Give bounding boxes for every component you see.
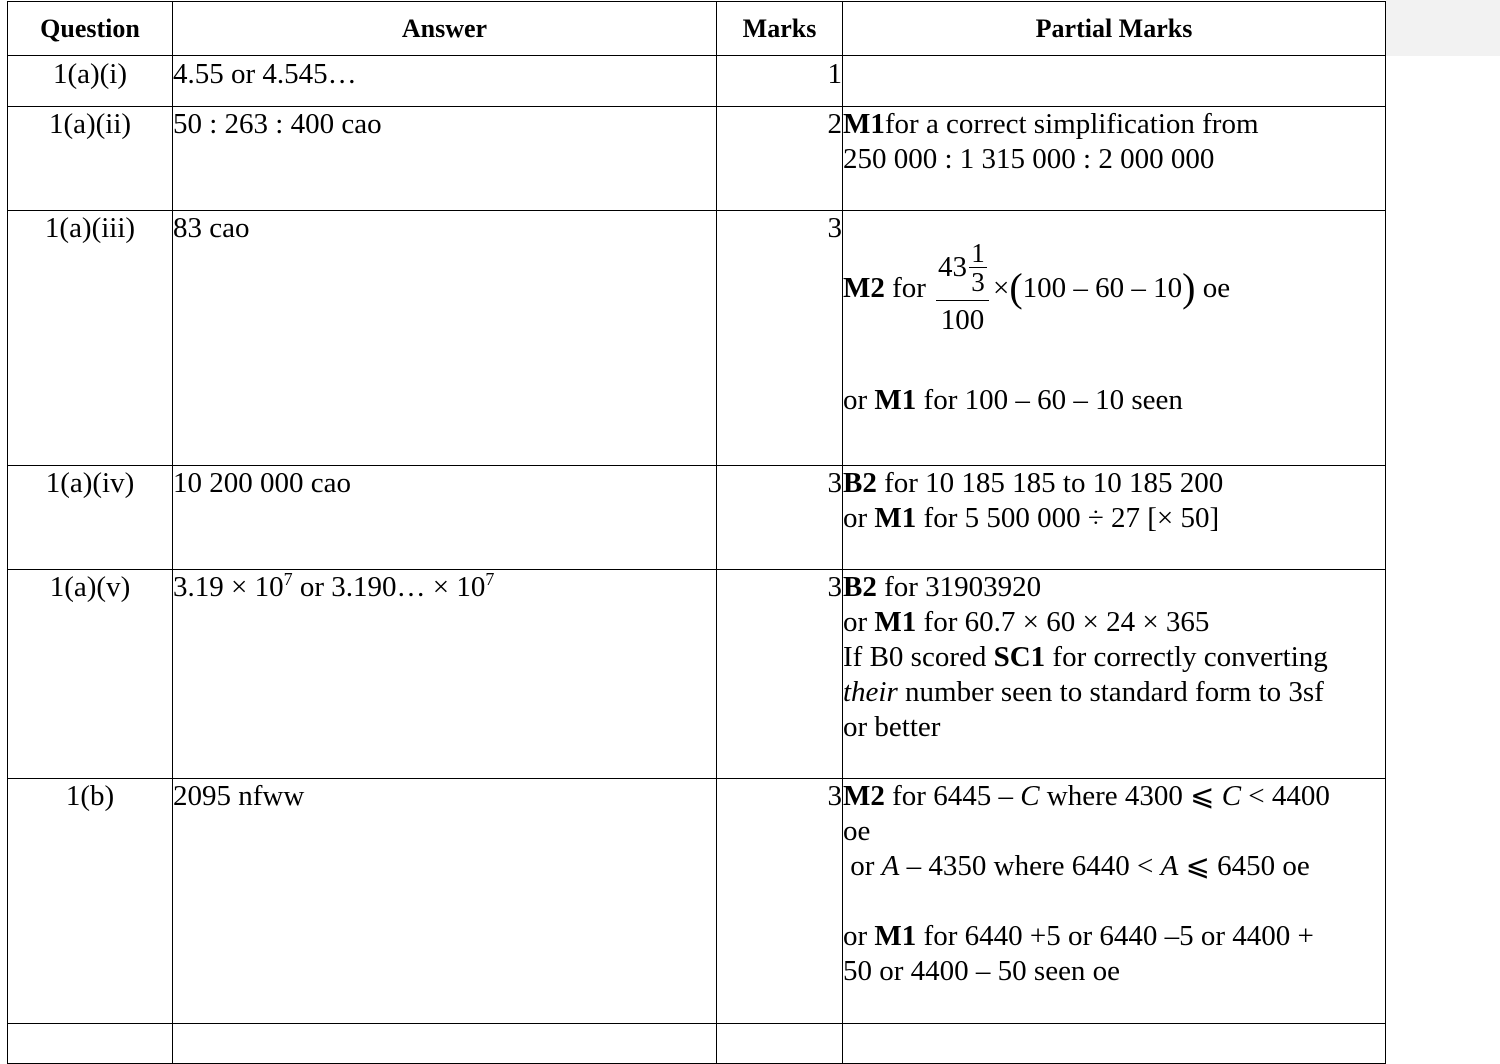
answer-cell: 50 : 263 : 400 cao (173, 107, 717, 211)
partial-text: or better (843, 711, 941, 743)
header-row (8, 2, 1386, 56)
partial-text: where 4300 ⩽ (1046, 780, 1215, 812)
exponent: 7 (485, 569, 495, 589)
partial-text: A (881, 850, 900, 882)
question-cell: 1(a)(i) (8, 56, 173, 107)
math-expression (843, 233, 1385, 343)
answer-cell: 10 200 000 cao (173, 466, 717, 570)
mark-code: M2 (843, 271, 885, 304)
question-cell: 1(a)(ii) (8, 107, 173, 211)
times-symbol: × (992, 271, 1010, 304)
fraction-whole: 43 (937, 250, 967, 283)
partial-text: 50 or 4400 – 50 seen oe (843, 955, 1121, 987)
partial-text: for 10 185 185 to 10 185 200 (884, 467, 1224, 499)
table-row (8, 107, 1386, 211)
partial-text: for correctly converting (1052, 641, 1328, 673)
partial-text: for (892, 271, 926, 304)
mark-code: B2 (843, 467, 877, 499)
partial-marks-cell (843, 56, 1386, 107)
header-partial-marks: Partial Marks (843, 2, 1386, 56)
answer-cell (173, 1024, 717, 1064)
header-answer: Answer (173, 2, 717, 56)
partial-text: for 6445 – (892, 780, 1013, 812)
table-row (8, 779, 1386, 1024)
mark-code: M1 (843, 108, 885, 140)
marks-cell: 3 (717, 570, 843, 779)
right-paren: ) (1182, 265, 1196, 310)
answer-cell: 4.55 or 4.545… (173, 56, 717, 107)
partial-text: number seen to standard form to 3sf (905, 676, 1324, 708)
answer-cell: 83 cao (173, 211, 717, 466)
question-cell (8, 1024, 173, 1064)
partial-text: C (1020, 780, 1040, 812)
header-marks: Marks (717, 2, 843, 56)
left-paren: ( (1009, 265, 1023, 310)
partial-text: their (843, 676, 898, 708)
table-row (8, 570, 1386, 779)
mark-code: M2 (843, 780, 885, 812)
question-cell: 1(b) (8, 779, 173, 1024)
question-cell: 1(a)(iii) (8, 211, 173, 466)
partial-text: – 4350 where 6440 < (906, 850, 1154, 882)
mark-code: B2 (843, 571, 877, 603)
partial-text: for 6440 +5 or 6440 –5 or 4400 + (923, 920, 1314, 952)
partial-text: 100 – 60 – 10 (1022, 271, 1183, 304)
partial-marks-cell (843, 570, 1386, 779)
question-cell: 1(a)(iv) (8, 466, 173, 570)
marks-cell: 1 (717, 56, 843, 107)
marks-cell (717, 1024, 843, 1064)
answer-cell: 2095 nfww (173, 779, 717, 1024)
partial-marks-cell (843, 107, 1386, 211)
table-row (8, 466, 1386, 570)
partial-marks-cell (843, 466, 1386, 570)
partial-text: or (843, 920, 868, 952)
table-row (8, 1024, 1386, 1064)
mark-code: M1 (874, 384, 917, 416)
partial-marks-cell (843, 1024, 1386, 1064)
partial-text: or (850, 850, 875, 882)
fraction-denominator: 100 (940, 303, 985, 336)
partial-marks-cell (843, 779, 1386, 1024)
partial-text: for 100 – 60 – 10 seen (923, 384, 1183, 416)
marks-cell: 3 (717, 466, 843, 570)
marks-cell: 2 (717, 107, 843, 211)
partial-text: or (843, 502, 868, 534)
mark-code: M1 (874, 920, 917, 952)
exponent: 7 (283, 569, 293, 589)
mark-code: M1 (874, 502, 917, 534)
partial-text: < 4400 (1248, 780, 1330, 812)
mark-scheme-table (7, 1, 1386, 1064)
fraction-denominator: 3 (971, 266, 985, 297)
answer-text: 3.19 × 10 (173, 571, 284, 603)
fraction (936, 239, 989, 338)
mark-code: M1 (874, 606, 917, 638)
partial-text: for a correct simplification from (884, 108, 1259, 140)
partial-text: for 5 500 000 ÷ 27 [× 50] (923, 502, 1220, 534)
partial-text: for 60.7 × 60 × 24 × 365 (923, 606, 1210, 638)
marks-cell: 3 (717, 211, 843, 466)
partial-text: or (843, 384, 868, 416)
partial-text: for 31903920 (884, 571, 1042, 603)
partial-text: A (1160, 850, 1179, 882)
partial-text: C (1221, 780, 1242, 812)
partial-text: or (843, 606, 868, 638)
table-row (8, 211, 1386, 466)
partial-text: ⩽ 6450 oe (1185, 850, 1310, 882)
partial-text: oe (1202, 271, 1231, 304)
header-question: Question (8, 2, 173, 56)
header-background-band (1386, 0, 1500, 56)
partial-text: If B0 scored (843, 641, 987, 673)
answer-cell (173, 570, 717, 779)
fraction-numerator: 1 (971, 237, 985, 268)
mark-code: SC1 (993, 641, 1046, 673)
answer-text: or 3.190… × 10 (292, 571, 486, 603)
partial-text: oe (843, 815, 871, 847)
partial-text: 250 000 : 1 315 000 : 2 000 000 (843, 143, 1215, 175)
table-row (8, 56, 1386, 107)
question-cell: 1(a)(v) (8, 570, 173, 779)
mixed-fraction (969, 239, 987, 296)
marks-cell: 3 (717, 779, 843, 1024)
partial-marks-cell (843, 211, 1386, 466)
